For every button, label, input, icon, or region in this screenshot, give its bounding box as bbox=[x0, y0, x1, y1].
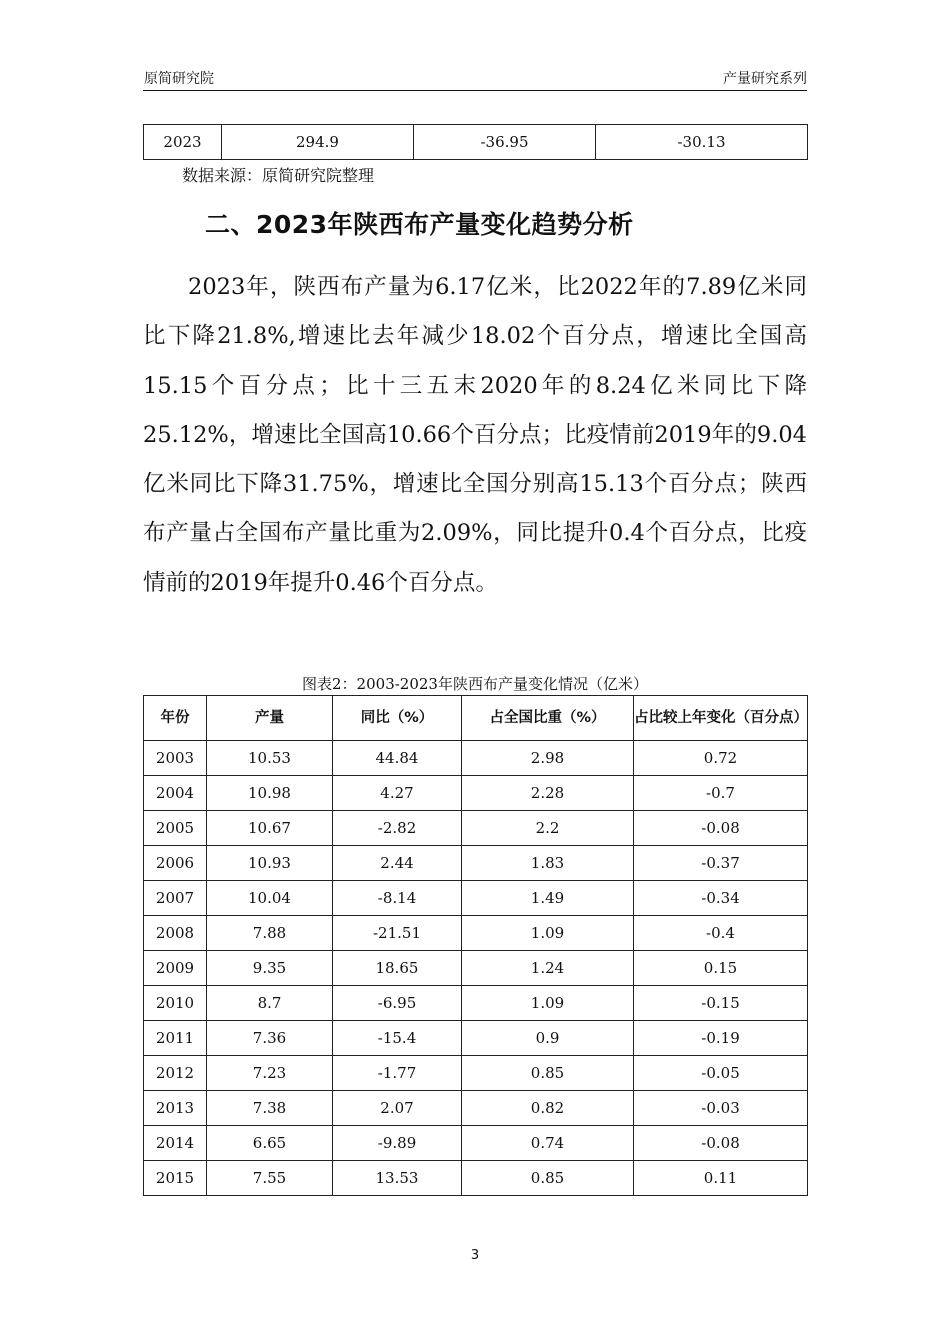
section-title: 二、2023年陕西布产量变化趋势分析 bbox=[205, 210, 634, 239]
table-cell: 0.82 bbox=[462, 1091, 634, 1126]
table-cell: 13.53 bbox=[333, 1161, 462, 1196]
header-org: 原简研究院 bbox=[144, 71, 214, 87]
table-cell: -15.4 bbox=[333, 1021, 462, 1056]
table-cell: 10.93 bbox=[207, 846, 333, 881]
table-cell: 7.38 bbox=[207, 1091, 333, 1126]
table-cell: 2003 bbox=[144, 741, 207, 776]
table-row bbox=[144, 1056, 808, 1091]
column-header: 占全国比重（%） bbox=[462, 696, 634, 741]
body-paragraph: 2023年，陕西布产量为6.17亿米，比2022年的7.89亿米同比下降21.8%,增速比去年减少18.02个百分点，增速比全国高15.15个百分点；比十三五末2020年的8.24亿米同比下降25.12%，增速比全国高10.66个百分点；比疫情前2019年的9.04亿米同比下降31.75%，增速比全国分别高15.13个百分点；陕西布产量占全国布产量比重为2.09%，同比提升0.4个百分点，比疫情前的2019年提升0.46个百分点。 bbox=[143, 274, 807, 596]
table-cell: 2008 bbox=[144, 916, 207, 951]
table-cell: 1.09 bbox=[462, 986, 634, 1021]
column-header: 占比较上年变化（百分点） bbox=[634, 696, 808, 741]
table-row bbox=[144, 986, 808, 1021]
table-cell: 10.04 bbox=[207, 881, 333, 916]
table-cell: 7.88 bbox=[207, 916, 333, 951]
table-cell: 2.98 bbox=[462, 741, 634, 776]
table-cell: 2006 bbox=[144, 846, 207, 881]
production-table bbox=[143, 695, 808, 1196]
table-caption: 图表2：2003-2023年陕西布产量变化情况（亿米） bbox=[302, 675, 648, 693]
table-row bbox=[144, 1161, 808, 1196]
table-row bbox=[144, 1021, 808, 1056]
table-cell: 7.55 bbox=[207, 1161, 333, 1196]
table-cell: -0.08 bbox=[634, 811, 808, 846]
table-cell: 6.65 bbox=[207, 1126, 333, 1161]
table-cell: -0.15 bbox=[634, 986, 808, 1021]
table-cell: -0.08 bbox=[634, 1126, 808, 1161]
table-cell: 294.9 bbox=[222, 125, 414, 160]
table-cell: -36.95 bbox=[414, 125, 596, 160]
table-cell: 0.74 bbox=[462, 1126, 634, 1161]
table-cell: 0.85 bbox=[462, 1161, 634, 1196]
table-cell: -21.51 bbox=[333, 916, 462, 951]
table-cell: 2.07 bbox=[333, 1091, 462, 1126]
table-cell: 0.9 bbox=[462, 1021, 634, 1056]
table-cell: 44.84 bbox=[333, 741, 462, 776]
table-cell: 10.67 bbox=[207, 811, 333, 846]
table-cell: 2.28 bbox=[462, 776, 634, 811]
table-cell: -1.77 bbox=[333, 1056, 462, 1091]
table-cell: -0.03 bbox=[634, 1091, 808, 1126]
table-cell: 2012 bbox=[144, 1056, 207, 1091]
table-row bbox=[144, 916, 808, 951]
table-cell: 2014 bbox=[144, 1126, 207, 1161]
table-cell: -2.82 bbox=[333, 811, 462, 846]
table-cell: 8.7 bbox=[207, 986, 333, 1021]
table-cell: 2009 bbox=[144, 951, 207, 986]
table-cell: 2011 bbox=[144, 1021, 207, 1056]
table-cell: 7.36 bbox=[207, 1021, 333, 1056]
header-series: 产量研究系列 bbox=[723, 71, 807, 87]
table-cell: -0.34 bbox=[634, 881, 808, 916]
table-cell: 9.35 bbox=[207, 951, 333, 986]
table-row bbox=[144, 1091, 808, 1126]
data-source-note: 数据来源：原简研究院整理 bbox=[182, 166, 375, 185]
table-cell: -0.4 bbox=[634, 916, 808, 951]
table-cell: 2013 bbox=[144, 1091, 207, 1126]
table-cell: 0.11 bbox=[634, 1161, 808, 1196]
table-cell: 2.44 bbox=[333, 846, 462, 881]
table-cell: 1.49 bbox=[462, 881, 634, 916]
header-rule bbox=[143, 90, 807, 91]
table-row bbox=[144, 881, 808, 916]
table-cell: -8.14 bbox=[333, 881, 462, 916]
table-cell: 7.23 bbox=[207, 1056, 333, 1091]
table-header-row bbox=[144, 696, 808, 741]
table-cell: 10.53 bbox=[207, 741, 333, 776]
table-row bbox=[144, 951, 808, 986]
table-row bbox=[144, 776, 808, 811]
table-row bbox=[144, 741, 808, 776]
table-cell: 2005 bbox=[144, 811, 207, 846]
table-cell: -9.89 bbox=[333, 1126, 462, 1161]
table-cell: 1.24 bbox=[462, 951, 634, 986]
column-header: 产量 bbox=[207, 696, 333, 741]
table-cell: 2007 bbox=[144, 881, 207, 916]
table-cell: 1.83 bbox=[462, 846, 634, 881]
table-row bbox=[144, 1126, 808, 1161]
table-cell: -0.7 bbox=[634, 776, 808, 811]
table-cell: 0.85 bbox=[462, 1056, 634, 1091]
table-cell: 2023 bbox=[144, 125, 222, 160]
table-cell: 2.2 bbox=[462, 811, 634, 846]
table-cell: 4.27 bbox=[333, 776, 462, 811]
table-cell: 10.98 bbox=[207, 776, 333, 811]
page-number: 3 bbox=[470, 1248, 480, 1263]
table-cell: 2015 bbox=[144, 1161, 207, 1196]
column-header: 同比（%） bbox=[333, 696, 462, 741]
table-row bbox=[144, 811, 808, 846]
table-cell: 0.15 bbox=[634, 951, 808, 986]
table-cell: 2010 bbox=[144, 986, 207, 1021]
table-cell: -0.05 bbox=[634, 1056, 808, 1091]
table-cell: -30.13 bbox=[596, 125, 808, 160]
table-row bbox=[144, 846, 808, 881]
column-header: 年份 bbox=[144, 696, 207, 741]
table-cell: 2004 bbox=[144, 776, 207, 811]
table-cell: 18.65 bbox=[333, 951, 462, 986]
table-cell: -0.19 bbox=[634, 1021, 808, 1056]
table-cell: 0.72 bbox=[634, 741, 808, 776]
table-cell: 1.09 bbox=[462, 916, 634, 951]
table-cell: -6.95 bbox=[333, 986, 462, 1021]
table-row bbox=[144, 125, 808, 160]
table-cell: -0.37 bbox=[634, 846, 808, 881]
previous-table-tail bbox=[143, 124, 808, 160]
